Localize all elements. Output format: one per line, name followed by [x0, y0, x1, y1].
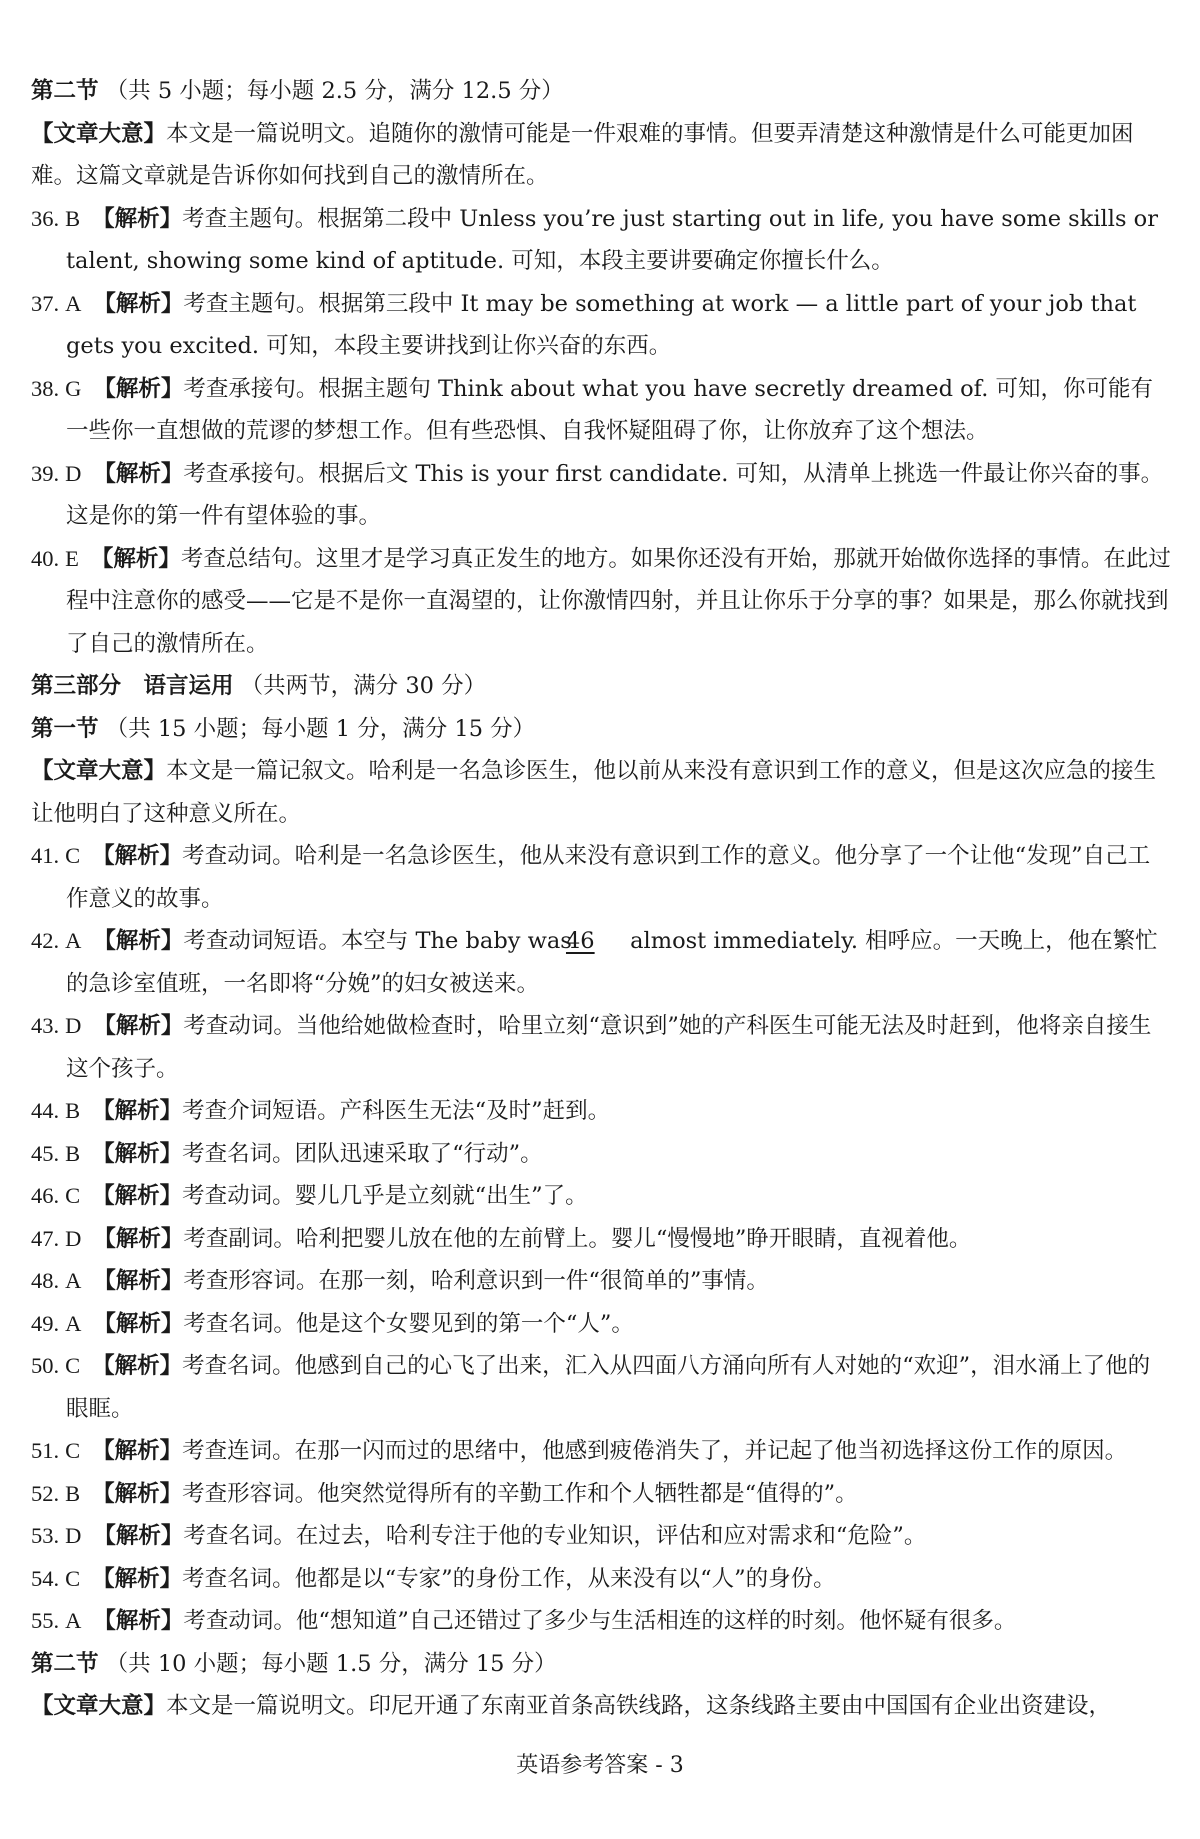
analysis-text: 考查连词。在那一闪而过的思绪中，他感到疲倦消失了，并记起了他当初选择这份工作的原因。: [182, 1438, 1128, 1464]
analysis-text: 考查名词。他都是以“专家”的身份工作，从来没有以“人”的身份。: [182, 1565, 836, 1592]
answer-item: [31, 1090, 1171, 1133]
question-number: 43.: [31, 1013, 60, 1038]
answer-letter: A: [65, 928, 82, 953]
summary-text: 本文是一篇记叙文。哈利是一名急诊医生，他以前从来没有意识到工作的意义，但是这次应急的接生让他明白了这种意义所在。: [31, 758, 1157, 827]
answer-item: [31, 1558, 1171, 1601]
question-number: 50.: [31, 1353, 60, 1378]
analysis-tag: 【解析】: [93, 375, 184, 402]
answer-item: [31, 453, 1171, 538]
section-detail: （共两节，满分 30 分）: [240, 673, 487, 699]
answer-item: [31, 1133, 1171, 1176]
analysis-tag: 【解析】: [93, 460, 184, 487]
analysis-text: 考查动词短语。本空与 The baby was: [183, 928, 572, 954]
question-number: 40.: [31, 545, 60, 571]
analysis-text: 考查形容词。他突然觉得所有的辛勤工作和个人牺牲都是“值得的”。: [182, 1480, 858, 1507]
blank-number: 46: [565, 928, 595, 954]
analysis-tag: 【解析】: [90, 545, 181, 572]
question-number: 44.: [31, 1098, 60, 1123]
question-number: 46.: [31, 1183, 60, 1208]
answer-item: [31, 1473, 1171, 1516]
section-title: 第二节: [31, 1650, 99, 1677]
analysis-text: 考查动词。婴儿几乎是立刻就“出生”了。: [182, 1183, 588, 1209]
answer-letter: B: [65, 1098, 81, 1123]
analysis-tag: 【解析】: [93, 1608, 184, 1634]
analysis-text: 考查介词短语。产科医生无法“及时”赶到。: [182, 1098, 611, 1124]
question-number: 49.: [31, 1310, 60, 1336]
answer-item: [31, 538, 1171, 666]
answer-letter: E: [65, 545, 79, 571]
analysis-tag: 【解析】: [92, 1353, 183, 1379]
section-detail: （共 5 小题；每小题 2.5 分，满分 12.5 分）: [105, 78, 564, 104]
analysis-text: 考查主题句。根据第三段中 It may be something at work — a little part of your job that gets you excited. 可知，本段主要讲找到让你兴奋的东西。: [66, 290, 1137, 359]
page-content: [31, 70, 1171, 1728]
analysis-text: 考查名词。团队迅速采取了“行动”。: [182, 1140, 543, 1167]
summary-text: 本文是一篇说明文。追随你的激情可能是一件艰难的事情。但要弄清楚这种激情是什么可能更加困难。这篇文章就是告诉你如何找到自己的激情所在。: [31, 120, 1134, 189]
analysis-text: 考查名词。在过去，哈利专注于他的专业知识，评估和应对需求和“危险”。: [183, 1523, 927, 1549]
article-summary: [31, 750, 1171, 835]
page-footer: 英语参考答案 - 3: [516, 1753, 684, 1778]
answer-item: [31, 1345, 1171, 1430]
question-number: 52.: [31, 1480, 60, 1506]
section-heading: [31, 1643, 1171, 1686]
question-number: 47.: [31, 1225, 60, 1251]
answer-letter: C: [65, 843, 81, 868]
analysis-text: 考查副词。哈利把婴儿放在他的左前臂上。婴儿“慢慢地”睁开眼睛，直视着他。: [183, 1225, 972, 1252]
summary-tag: 【文章大意】: [31, 1693, 167, 1719]
analysis-tag: 【解析】: [92, 1565, 183, 1592]
answer-item: [31, 920, 1171, 1005]
question-number: 54.: [31, 1565, 60, 1591]
answer-letter: C: [65, 1438, 81, 1463]
analysis-tag: 【解析】: [92, 205, 183, 232]
answer-letter: A: [65, 1608, 82, 1633]
question-number: 37.: [31, 290, 60, 316]
question-number: 51.: [31, 1438, 60, 1463]
section-heading: [31, 708, 1171, 751]
analysis-tag: 【解析】: [93, 1523, 184, 1549]
analysis-tag: 【解析】: [92, 1140, 183, 1167]
answer-item: [31, 283, 1171, 368]
analysis-text: 考查承接句。根据主题句 Think about what you have secretly dreamed of. 可知，你可能有一些你一直想做的荒谬的梦想工作。但有些恐惧、自我怀疑阻碍了你，让你放弃了这个想法。: [66, 375, 1154, 444]
question-number: 53.: [31, 1523, 60, 1548]
question-number: 48.: [31, 1268, 60, 1293]
question-number: 39.: [31, 460, 60, 486]
answer-letter: A: [65, 1310, 82, 1336]
answer-item: [31, 1175, 1171, 1218]
question-number: 42.: [31, 928, 60, 953]
section-detail: （共 10 小题；每小题 1.5 分，满分 15 分）: [105, 1650, 557, 1677]
analysis-tag: 【解析】: [92, 1480, 183, 1507]
answer-letter: B: [65, 1140, 81, 1166]
analysis-tag: 【解析】: [92, 843, 183, 869]
analysis-tag: 【解析】: [92, 1183, 183, 1209]
question-number: 41.: [31, 843, 60, 868]
answer-letter: B: [65, 1480, 81, 1506]
section-heading: [31, 665, 1171, 708]
analysis-tag: 【解析】: [93, 290, 184, 317]
answer-letter: A: [65, 290, 82, 316]
analysis-text: 考查动词。他“想知道”自己还错过了多少与生活相连的这样的时刻。他怀疑有很多。: [183, 1608, 1017, 1634]
summary-tag: 【文章大意】: [31, 758, 167, 784]
question-number: 36.: [31, 205, 60, 231]
answer-letter: D: [65, 460, 82, 486]
question-number: 45.: [31, 1140, 60, 1166]
analysis-tag: 【解析】: [93, 1225, 184, 1252]
section-title: 第二节: [31, 78, 99, 104]
answer-letter: D: [65, 1225, 82, 1251]
analysis-tag: 【解析】: [92, 1438, 183, 1464]
answer-letter: A: [65, 1268, 82, 1293]
answer-item: [31, 368, 1171, 453]
analysis-tag: 【解析】: [93, 1013, 184, 1039]
analysis-tag: 【解析】: [93, 1310, 184, 1337]
section-title: 第一节: [31, 715, 99, 742]
analysis-text: 考查总结句。这里才是学习真正发生的地方。如果你还没有开始，那就开始做你选择的事情。在此过程中注意你的感受——它是不是你一直渴望的，让你激情四射，并且让你乐于分享的事？如果是，那么你就找到了自己的激情所在。: [66, 545, 1171, 657]
answer-letter: C: [65, 1565, 81, 1591]
article-summary: [31, 1685, 1171, 1728]
answer-item: [31, 1430, 1171, 1473]
summary-text: 本文是一篇说明文。印尼开通了东南亚首条高铁线路，这条线路主要由中国国有企业出资建设，: [166, 1693, 1112, 1719]
answer-letter: B: [65, 205, 81, 231]
question-number: 38.: [31, 375, 60, 401]
answer-letter: G: [65, 375, 82, 401]
answer-letter: D: [65, 1013, 82, 1038]
section-heading: [31, 70, 1171, 113]
analysis-tag: 【解析】: [93, 928, 184, 954]
answer-letter: C: [65, 1183, 81, 1208]
answer-item: [31, 1303, 1171, 1346]
answer-item: [31, 1005, 1171, 1090]
analysis-tag: 【解析】: [92, 1098, 183, 1124]
analysis-text-continued: almost immediately. 相呼应。一天晚上，他在繁忙的急诊室值班，一名即将“分娩”的妇女被送来。: [66, 928, 1158, 997]
section-title: 第三部分 语言运用: [31, 673, 234, 699]
analysis-text: 考查名词。他感到自己的心飞了出来，汇入从四面八方涌向所有人对她的“欢迎”，泪水涌上了他的眼眶。: [66, 1353, 1151, 1422]
question-number: 55.: [31, 1608, 60, 1633]
summary-tag: 【文章大意】: [31, 120, 167, 147]
analysis-text: 考查主题句。根据第二段中 Unless you’re just starting out in life, you have some skills or talent, showing some kind of aptitude. 可知，本段主要讲要确定你擅长什么。: [66, 205, 1158, 274]
answer-item: [31, 835, 1171, 920]
answer-item: [31, 1260, 1171, 1303]
answer-item: [31, 1515, 1171, 1558]
answer-letter: C: [65, 1353, 81, 1378]
answer-item: [31, 1600, 1171, 1643]
article-summary: [31, 113, 1171, 198]
analysis-tag: 【解析】: [93, 1268, 184, 1294]
analysis-text: 考查动词。哈利是一名急诊医生，他从来没有意识到工作的意义。他分享了一个让他“发现”自己工作意义的故事。: [66, 843, 1151, 912]
section-detail: （共 15 小题；每小题 1 分，满分 15 分）: [105, 715, 536, 742]
analysis-text: 考查动词。当他给她做检查时，哈里立刻“意识到”她的产科医生可能无法及时赶到，他将亲自接生这个孩子。: [66, 1013, 1152, 1082]
analysis-text: 考查承接句。根据后文 This is your first candidate. 可知，从清单上挑选一件最让你兴奋的事。这是你的第一件有望体验的事。: [66, 460, 1164, 529]
analysis-text: 考查名词。他是这个女婴见到的第一个“人”。: [183, 1310, 634, 1337]
answer-item: [31, 198, 1171, 283]
answer-letter: D: [65, 1523, 82, 1548]
analysis-text: 考查形容词。在那一刻，哈利意识到一件“很简单的”事情。: [183, 1268, 769, 1294]
answer-item: [31, 1218, 1171, 1261]
